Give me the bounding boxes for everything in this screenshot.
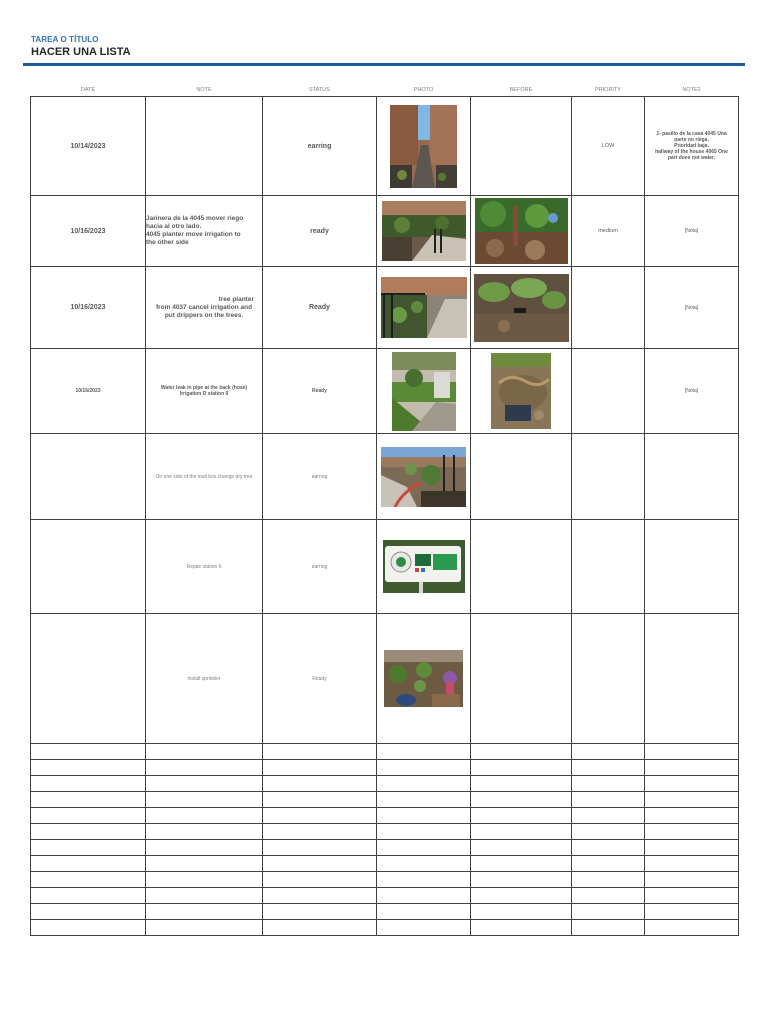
note2-cell[interactable] [645,520,739,614]
back-lawn-photo [392,352,456,431]
status-cell[interactable]: earring [263,434,377,520]
date-cell[interactable] [31,904,146,920]
note-cell[interactable] [146,888,263,904]
priority-cell[interactable] [572,920,645,936]
note2-cell[interactable] [645,920,739,936]
priority-cell[interactable] [572,904,645,920]
date-cell[interactable] [31,744,146,760]
date-cell[interactable] [31,872,146,888]
task-table [30,84,739,936]
empty-table-row [31,824,739,840]
note-line: Jarinera de la 4045 mover riego [146,215,244,222]
photo-cell[interactable] [377,760,471,776]
note2-cell[interactable] [645,808,739,824]
photo-cell[interactable] [377,776,471,792]
status-cell[interactable] [263,824,377,840]
date-cell[interactable] [31,856,146,872]
planter-before-photo [475,198,568,264]
table-row [31,520,739,614]
status-cell[interactable]: Ready [263,614,377,744]
note-cell[interactable] [146,349,263,434]
priority-cell[interactable] [572,888,645,904]
note2-line: hallway of the house 4065 One [655,149,728,155]
photo-cell[interactable] [377,614,471,744]
empty-table-row [31,872,739,888]
priority-cell[interactable]: LOW [572,97,645,196]
before-cell[interactable] [471,349,572,434]
header-row [31,84,739,97]
date-cell[interactable]: 10/14/2023 [31,97,146,196]
priority-cell[interactable] [572,792,645,808]
status-cell[interactable] [263,856,377,872]
note2-line: 1- pasillo de la casa 4045 Una [656,131,727,137]
drippers-before-photo [474,274,569,342]
note-cell[interactable] [146,760,263,776]
photo-cell[interactable] [377,920,471,936]
photo-cell[interactable] [377,904,471,920]
status-cell[interactable] [263,808,377,824]
priority-cell[interactable] [572,856,645,872]
col-header-note2: NOTE2 [682,87,701,93]
note2-cell[interactable] [645,872,739,888]
table-row [31,434,739,520]
note2-cell[interactable] [645,97,739,196]
before-cell[interactable] [471,888,572,904]
status-cell[interactable] [263,840,377,856]
note2-cell[interactable]: [Nota] [645,349,739,434]
empty-table-row [31,744,739,760]
priority-cell[interactable] [572,840,645,856]
note2-cell[interactable] [645,776,739,792]
note-cell[interactable] [146,840,263,856]
priority-cell[interactable] [572,776,645,792]
house-walkway-photo [390,105,457,188]
note-cell[interactable] [146,872,263,888]
col-header-status: STATUS [309,87,330,93]
before-cell[interactable] [471,872,572,888]
priority-cell[interactable] [572,824,645,840]
photo-cell[interactable] [377,267,471,349]
note-line: the other side [146,239,189,246]
priority-cell[interactable] [572,520,645,614]
status-cell[interactable] [263,904,377,920]
status-cell[interactable]: earring [263,520,377,614]
before-cell[interactable] [471,840,572,856]
col-header-date: DATE [80,87,96,93]
col-header-note: NOTE [196,87,212,93]
photo-cell[interactable] [377,792,471,808]
col-header-before: BEFORE [509,87,533,93]
note2-cell[interactable] [645,792,739,808]
priority-cell[interactable] [572,808,645,824]
document-header [31,35,745,58]
photo-cell[interactable] [377,349,471,434]
photo-cell[interactable] [377,888,471,904]
note2-cell[interactable] [645,888,739,904]
date-cell[interactable]: 10/16/2023 [31,196,146,267]
empty-table-row [31,808,739,824]
note-line: hacia al otro lado. [146,223,202,230]
priority-cell[interactable] [572,872,645,888]
date-cell[interactable] [31,760,146,776]
note-cell[interactable] [146,196,263,267]
note2-cell[interactable] [645,856,739,872]
note-cell[interactable] [146,856,263,872]
note2-line: parte no riega. [674,137,709,143]
note-cell[interactable] [146,267,263,349]
before-cell[interactable] [471,744,572,760]
before-cell[interactable] [471,614,572,744]
date-cell[interactable] [31,520,146,614]
status-cell[interactable] [263,888,377,904]
empty-table-row [31,840,739,856]
status-cell[interactable] [263,776,377,792]
priority-cell[interactable] [572,349,645,434]
table-row [31,267,739,349]
note2-cell[interactable]: [Nota] [645,267,739,349]
before-cell[interactable] [471,267,572,349]
before-cell[interactable] [471,520,572,614]
mailbox-shrubs-photo [381,447,466,507]
note2-cell[interactable] [645,824,739,840]
priority-cell[interactable] [572,434,645,520]
before-cell[interactable] [471,808,572,824]
photo-cell[interactable] [377,824,471,840]
controller-photo [383,540,465,593]
status-cell[interactable]: Ready [263,267,377,349]
note-cell[interactable] [146,808,263,824]
photo-cell[interactable] [377,744,471,760]
note2-cell[interactable] [645,614,739,744]
note2-cell[interactable]: [Nota] [645,196,739,267]
note-cell[interactable] [146,920,263,936]
note2-cell[interactable] [645,744,739,760]
date-cell[interactable] [31,808,146,824]
page-title: HACER UNA LISTA [31,46,131,58]
header-rule [23,63,745,66]
empty-table-row [31,888,739,904]
before-cell[interactable] [471,434,572,520]
table-row [31,614,739,744]
before-cell[interactable] [471,856,572,872]
note2-line: Prioridad baja. [674,143,709,149]
date-cell[interactable] [31,434,146,520]
date-cell[interactable] [31,920,146,936]
date-cell[interactable]: 10/16/2023 [31,349,146,434]
planter-photo [382,201,466,261]
status-cell[interactable] [263,792,377,808]
photo-cell[interactable] [377,840,471,856]
note-line: tree planter [218,295,254,303]
date-cell[interactable] [31,888,146,904]
before-cell[interactable] [471,920,572,936]
date-cell[interactable]: 10/16/2023 [31,267,146,349]
status-cell[interactable]: ready [263,196,377,267]
priority-cell[interactable] [572,267,645,349]
note-cell[interactable]: On one side of the mail box change dry tree [146,434,263,520]
status-cell[interactable] [263,920,377,936]
note2-cell[interactable] [645,904,739,920]
empty-table-row [31,920,739,936]
photo-cell[interactable] [377,520,471,614]
photo-cell[interactable] [377,196,471,267]
date-cell[interactable] [31,776,146,792]
before-cell[interactable] [471,824,572,840]
note-cell[interactable] [146,97,263,196]
note-line: Irrigation D station 9 [179,391,229,397]
date-cell[interactable] [31,824,146,840]
note-cell[interactable] [146,776,263,792]
table-row [31,97,739,196]
note-cell[interactable] [146,824,263,840]
before-cell[interactable] [471,792,572,808]
priority-cell[interactable] [572,614,645,744]
note2-cell[interactable] [645,760,739,776]
before-cell[interactable] [471,776,572,792]
title-kicker: TAREA O TÍTULO [31,35,99,44]
note2-cell[interactable] [645,434,739,520]
note2-cell[interactable] [645,840,739,856]
sprinkler-bed-photo [384,650,463,707]
table-row [31,349,739,434]
note-cell[interactable] [146,744,263,760]
status-cell[interactable]: earring [263,97,377,196]
note-cell[interactable]: Repair station 6 [146,520,263,614]
empty-table-row [31,792,739,808]
photo-cell[interactable] [377,808,471,824]
photo-cell[interactable] [377,856,471,872]
empty-table-row [31,904,739,920]
note-cell[interactable] [146,904,263,920]
note2-line: part does not water. [667,155,716,161]
photo-cell[interactable] [377,872,471,888]
note-cell[interactable]: install sprinkler [146,614,263,744]
note-cell[interactable] [146,792,263,808]
date-cell[interactable] [31,614,146,744]
empty-table-row [31,760,739,776]
date-cell[interactable] [31,840,146,856]
table-row [31,196,739,267]
before-cell[interactable] [471,97,572,196]
note-line: Water leak in pipe at the back (hose) [160,385,248,391]
water-leak-before-photo [491,353,551,429]
priority-cell[interactable] [572,744,645,760]
empty-rows [31,744,739,936]
before-cell[interactable] [471,196,572,267]
photo-cell[interactable] [377,434,471,520]
note-line: from 4037 cancel irrigation and [155,303,253,311]
note-line: 4045 planter move irrigation to [146,231,241,238]
col-header-priority: PRIORITY [595,87,621,93]
empty-table-row [31,776,739,792]
priority-cell[interactable] [572,760,645,776]
col-header-photo: PHOTO [413,87,434,93]
before-cell[interactable] [471,760,572,776]
tree-planter-photo [381,277,467,338]
photo-cell[interactable] [377,97,471,196]
before-cell[interactable] [471,904,572,920]
status-cell[interactable]: Ready [263,349,377,434]
status-cell[interactable] [263,872,377,888]
note-line: put drippers on the trees. [164,311,244,319]
status-cell[interactable] [263,760,377,776]
empty-table-row [31,856,739,872]
status-cell[interactable] [263,744,377,760]
date-cell[interactable] [31,792,146,808]
priority-cell[interactable]: medium [572,196,645,267]
